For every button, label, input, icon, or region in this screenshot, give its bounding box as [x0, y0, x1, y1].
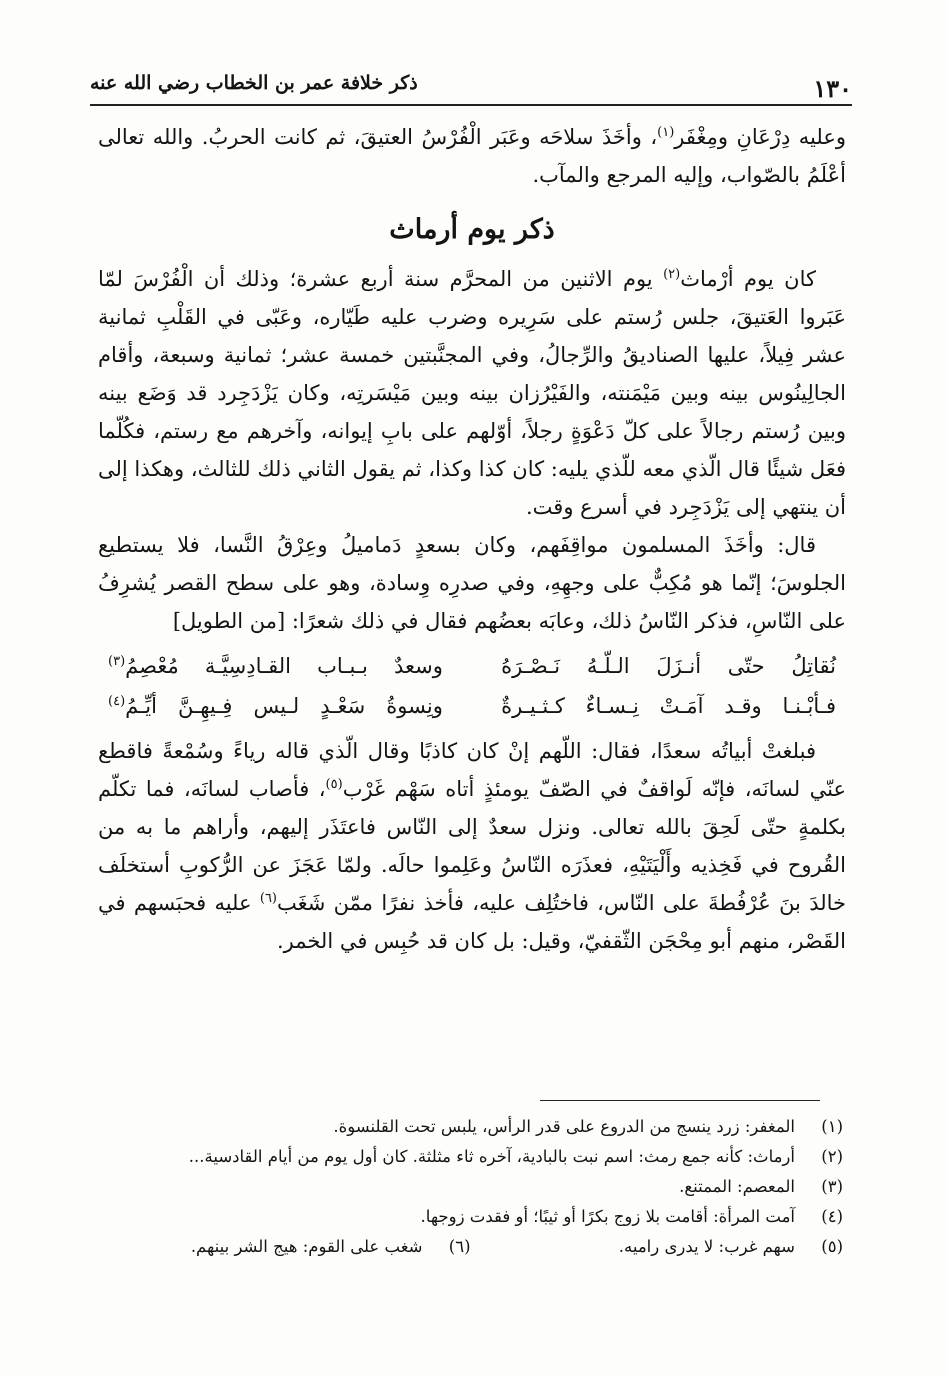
footnote-mark-5: (٥): [325, 777, 343, 792]
running-title: ذكر خلافة عمر بن الخطاب رضي الله عنه: [90, 72, 418, 94]
paragraph-1-text-2: يوم الاثنين من المحرَّم سنة أربع عشرة؛ وذلك أن الْفُرْسَ لمّا عَبَروا العَتيقَ، جلس رُستم على سَرِيره وضرب عليه طَيّاره، وعَبّى في القَلْبِ ثمانية عشر فِيلاً، عليها الصناديقُ والرِّجالُ، وفي المجنَّبتين خمسة عشر؛ ثمانية وسبعة، وأقام الجالِينُوس بينه وبين مَيْمَنته، والفَيْرُزان بينه وبين مَيْسَرتِه، وكان يَزْدَجِرد قد وَضَع بينه وبين رُستم رجالاً على كلّ دَعْوَةٍ رجلاً، أوّلهم على بابِ إيوانه، وآخرهم مع رستم، فكُلّما فعَل شيئًا قال الّذي معه للّذي يليه: كان كذا وكذا، ثم يقول الثاني ذلك للثالث، وهكذا إلى أن ينتهي إلى يَزْدَجِرد في أسرع وقت.: [98, 267, 846, 519]
paragraph-3-text-2: ، فأصاب لسانَه، فما تكلّم بكلمةٍ حتّى لَحِقَ بالله تعالى. ونزل سعدٌ إلى النّاس فاعتَذَر إليهم، وأراهم ما به من القُروح في فَخِذيه وأَلْيَتَيْهِ، فعذَرَه النّاسُ وعَلِموا حالَه. ولمّا عَجَزَ عن الرُّكوبِ أستخلَف خالدَ بنَ عُرْفُطةَ على النّاس، فاختُلِف عليه، فأخذ نفرًا ممّن شَغَب: [98, 777, 847, 915]
footnote: [471, 1232, 844, 1262]
page-number: ١٣٠: [813, 74, 852, 103]
paragraph-1-text-1: كان يوم أرْماث: [680, 267, 816, 291]
footnote-number: (٢): [821, 1147, 843, 1166]
intro-text-1: وعليه دِرْعَانِ ومِغْفَر: [674, 125, 846, 149]
footnote: [98, 1172, 843, 1202]
intro-text-2: ، وأخَذَ سلاحَه وعَبَر الْفُرْسُ العتيقَ، ثم كانت الحربُ. والله تعالى أعْلَمُ بالصّواب، وإليه المرجع والمآب.: [98, 125, 846, 187]
intro-paragraph: [98, 118, 846, 194]
paragraph-3-text-3: عليه فحبَسهم في القَصْر، منهم أبو مِحْجَن الثّقفيّ، وقيل: بل كان قد حُبِس في الخمر.: [98, 891, 846, 953]
verse-line: [98, 686, 846, 726]
footnote-rule: [540, 1100, 820, 1101]
paragraph-3: [98, 732, 846, 960]
section-title: ذكر يوم أرماث: [389, 214, 555, 245]
footnote-number: (١): [821, 1117, 843, 1136]
paragraph-1: [98, 260, 846, 526]
footnote-text: المغفر: زرد ينسج من الدروع على قدر الرأس، يلبس تحت القلنسوة.: [333, 1117, 795, 1136]
footnote-number: (٦): [448, 1237, 471, 1256]
footnote-mark-2: (٢): [663, 267, 681, 282]
verse-line: [98, 646, 846, 686]
paragraph-2: قال: وأخَذَ المسلمون مواقِفَهم، وكان بسعدٍ دَماميلُ وعِرْقُ النَّسا، فلا يستطيع الجلوسَ؛ إنّما هو مُكِبٌّ على وجهِهِ، وفي صدرِه وِسادة، وهو على سطح القصر يُشرِفُ على النّاسِ، فذكر النّاسُ ذلك، وعابَه بعضُهم فقال في ذلك شعرًا: [من الطويل]: [98, 533, 846, 633]
header-rule: [90, 104, 852, 106]
page-header: [90, 60, 852, 104]
footnote-text: شغب على القوم: هيج الشر بينهم.: [190, 1237, 423, 1256]
footnote: [98, 1142, 843, 1172]
footnote-number: (٥): [821, 1237, 843, 1256]
footnote-number: (٣): [821, 1177, 843, 1196]
footnote-mark-4: (٤): [108, 694, 126, 709]
footnote: [98, 1232, 471, 1262]
footnote: [98, 1112, 843, 1142]
footnote-number: (٤): [821, 1207, 843, 1226]
footnote-mark-6: (٦): [259, 891, 277, 906]
footnote-mark-3: (٣): [108, 654, 126, 669]
footnote-text: المعصم: الممتنع.: [679, 1177, 795, 1196]
verse-2-second-text: ونِسوةُ سَعْـدٍ لـيس فِـيهِـنَّ أيِّـمُ: [125, 694, 443, 718]
footnote: [98, 1202, 843, 1232]
footnote-text: سهم غرب: لا يدرى راميه.: [618, 1237, 795, 1256]
footnote-mark-1: (١): [657, 125, 675, 140]
verse-2-first-hemistich: فـأبْـنـا وقـد آمَـتْ نِـسـاءٌ كـثـيـرةٌ: [501, 694, 836, 718]
footnote-text: أرماث: كأنه جمع رمث: اسم نبت بالبادية، آخره ثاء مثلثة. كان أول يوم من أيام القادسية...: [188, 1147, 795, 1166]
poem: [98, 646, 846, 726]
verse-2-second-hemistich: [108, 686, 443, 726]
verse-1-first-hemistich: نُقاتِلُ حتّى أنـزَلَ الـلّـهُ نَـصْـرَهُ: [501, 654, 836, 678]
paragraph-3-text-1: فبلغتْ أبياتُه سعدًا، فقال: اللّهم إنْ كان كاذبًا وقال الّذي قاله رياءً وسُمْعةً فاقطع عنّي لسانَه، فإنّه لَواقفٌ في الصّفّ يومئذٍ أتاه سَهْم غَرْب: [98, 739, 846, 801]
verse-1-second-text: وسعدٌ بـبـاب القـادِسِيَّـة مُعْصِمُ: [125, 654, 443, 678]
footnote-pair: [98, 1232, 843, 1262]
main-text: [98, 118, 846, 960]
footnotes: [98, 1112, 843, 1262]
footnote-text: آمت المرأة: أقامت بلا زوج بكرًا أو ثيبًا؛ أو فقدت زوجها.: [420, 1207, 795, 1226]
verse-1-second-hemistich: [108, 646, 443, 686]
